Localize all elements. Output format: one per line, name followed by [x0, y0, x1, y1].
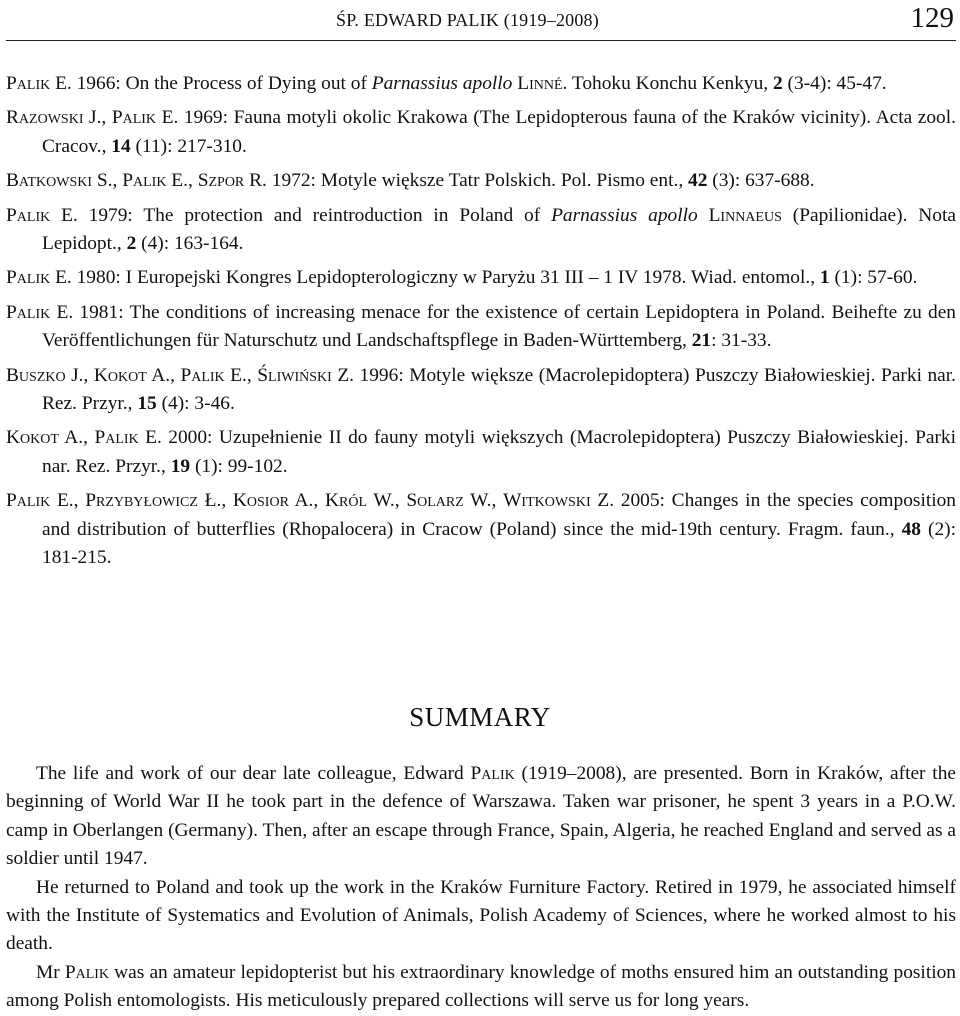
reference-title: Uzupełnienie II do fauny motyli większych (Macrolepidoptera) Puszczy Białowieskiej. Parki nar. Rez. Przyr.,	[42, 427, 957, 477]
reference-year: 1972:	[266, 170, 321, 192]
reference-volume: 2	[773, 73, 783, 94]
summary-body	[6, 760, 956, 1016]
summary-text: was an amateur lepidopterist but his extraordinary knowledge of moths ensured him an outstanding position among Polish entomologists. His meticulously prepared collections will serve us for long years.	[6, 961, 956, 1012]
reference-author: Palik E.	[111, 107, 179, 129]
running-head: ŚP. EDWARD PALIK (1919–2008)	[336, 10, 599, 30]
reference-author: Śliwiński Z.	[257, 364, 355, 386]
reference-author: Palik E.	[180, 364, 247, 386]
reference-author: Palik E.	[6, 490, 74, 512]
reference-year: 1996:	[354, 364, 410, 386]
reference-author: Kokot A.	[93, 364, 171, 386]
summary-paragraph	[6, 760, 956, 874]
reference-item: Buszko J., Kokot A., Palik E., Śliwiński Z. 1996: Motyle większe (Macrolepidoptera) Puszczy Białowieskiej. Parki nar. Rez. Przyr., 15 (4): 3-46.	[6, 364, 957, 415]
reference-volume: 1	[819, 267, 830, 289]
reference-title: Motyle większe (Macrolepidoptera) Puszczy Białowieskiej. Parki nar. Rez. Przyr.,	[42, 364, 957, 415]
reference-volume: 19	[170, 455, 191, 477]
reference-year: 2000:	[161, 427, 219, 449]
reference-pages: (4): 163-164.	[136, 233, 244, 255]
summary-text: (1919–2008), are presented. Born in Kraków, after the beginning of World War II he took part in the defence of Warszawa. Taken war prisoner, he spent 3 years in a P.O.W. camp in Oberlangen (Germany). Then, after an escape through France, Spain, Algeria, he reached England and served as a soldier until 1947.	[6, 763, 956, 870]
reference-title: Fauna motyli okolic Krakowa (The Lepidopterous fauna of the Kraków vicinity). Acta zool. Cracov.,	[42, 107, 956, 157]
reference-volume: 42	[688, 170, 708, 192]
reference-tail: . Tohoku Konchu Kenkyu,	[562, 73, 773, 94]
reference-pages: : 31-33.	[711, 330, 772, 352]
reference-author: Król W.	[325, 490, 395, 512]
reference-author: Buszko J.	[6, 364, 84, 386]
references-list	[6, 70, 956, 579]
reference-title: Motyle większe Tatr Polskich. Pol. Pismo ent.,	[320, 170, 689, 192]
reference-author: Palik E.	[6, 73, 72, 94]
reference-species: Parnassius apollo	[551, 204, 698, 226]
reference-author: Solarz W.	[406, 490, 492, 512]
reference-volume: 21	[691, 330, 712, 352]
reference-title: I Europejski Kongres Lepidopterologiczny w Paryżu 31 III – 1 IV 1978. Wiad. entomol.,	[125, 267, 820, 289]
reference-pages: (3-4): 45-47.	[782, 73, 887, 94]
reference-title: On the Process of Dying out of	[125, 73, 372, 94]
reference-year: 1966:	[71, 73, 126, 94]
reference-year: 2005:	[614, 490, 672, 512]
reference-title: Changes in the species composition and distribution of butterflies (Rhopalocera) in Cracow (Poland) since the mid-19th century. Fragm. faun.,	[42, 490, 956, 540]
reference-item: Palik E., Przybyłowicz Ł., Kosior A., Król W., Solarz W., Witkowski Z. 2005: Changes in the species composition and distribution of butterflies (Rhopalocera) in Cracow (Poland) since the mid-19th century. Fragm. faun., 48 (2): 181-215.	[6, 490, 956, 569]
reference-author: Palik E.	[6, 301, 74, 323]
reference-item: Razowski J., Palik E. 1969: Fauna motyli okolic Krakowa (The Lepidopterous fauna of the Kraków vicinity). Acta zool. Cracov., 14 (11): 217-310.	[6, 107, 956, 157]
reference-volume: 2	[126, 233, 137, 255]
reference-pages: (4): 3-46.	[156, 393, 235, 415]
reference-title: The protection and reintroduction in Poland of	[143, 204, 552, 226]
reference-item	[6, 264, 956, 292]
reference-item	[6, 299, 956, 356]
reference-volume: 15	[137, 393, 157, 415]
reference-species: Parnassius apollo	[371, 73, 513, 94]
reference-author: Razowski J.	[6, 107, 102, 129]
reference-author: Palik E.	[6, 267, 72, 289]
reference-species-author: Linné	[517, 73, 563, 94]
reference-author: Batkowski S.	[6, 170, 113, 192]
reference-pages: (1): 57-60.	[829, 267, 918, 289]
reference-item: Kokot A., Palik E. 2000: Uzupełnienie II do fauny motyli większych (Macrolepidoptera) Puszczy Białowieskiej. Parki nar. Rez. Przyr., 19 (1): 99-102.	[6, 427, 957, 477]
reference-pages: (1): 99-102.	[190, 455, 288, 477]
reference-title: The conditions of increasing menace for the existence of certain Lepidoptera in Poland. Beihefte zu den Veröffentlichungen für Naturschutz und Landschaftspflege in Baden-Württemberg,	[42, 301, 957, 352]
summary-paragraph	[6, 959, 956, 1016]
reference-author: Palik E.	[6, 204, 78, 226]
reference-pages: (11): 217-310.	[130, 135, 247, 157]
summary-text: Mr	[36, 961, 65, 983]
reference-year: 1980:	[71, 267, 126, 289]
reference-author: Palik E.	[94, 427, 162, 449]
reference-year: 1969:	[178, 107, 234, 129]
reference-volume: 48	[901, 518, 921, 540]
reference-item	[6, 70, 956, 98]
reference-year: 1981:	[73, 301, 130, 323]
reference-item	[6, 202, 956, 259]
reference-author: Palik E.	[122, 170, 188, 192]
reference-year: 1979:	[77, 204, 144, 226]
summary-heading: SUMMARY	[409, 702, 551, 732]
summary-surname: Palik	[64, 961, 110, 983]
reference-author: Szpor R.	[197, 170, 267, 192]
reference-volume: 14	[111, 135, 131, 157]
reference-item: Batkowski S., Palik E., Szpor R. 1972: Motyle większe Tatr Polskich. Pol. Pismo ent., 42 (3): 637-688.	[6, 170, 815, 192]
reference-tail: (Papilionidae). Nota Lepidopt.,	[42, 204, 956, 255]
page-header	[6, 0, 956, 41]
reference-pages: (2): 181-215.	[42, 518, 956, 569]
reference-author: Przybyłowicz Ł.	[85, 490, 222, 512]
reference-author: Witkowski Z.	[503, 490, 615, 512]
reference-species-author: Linnaeus	[708, 204, 782, 226]
summary-paragraph: He returned to Poland and took up the work in the Kraków Furniture Factory. Retired in 1979, he associated himself with the Institute of Systematics and Evolution of Animals, Polish Academy of Sciences, where he worked almost to his death.	[6, 876, 956, 955]
reference-author: Kosior A.	[232, 490, 314, 512]
reference-pages: (3): 637-688.	[707, 170, 815, 192]
summary-text: The life and work of our dear late colleague, Edward	[36, 763, 471, 784]
page-number: 129	[910, 2, 954, 34]
summary-surname: Palik	[470, 763, 515, 784]
reference-author: Kokot A.	[6, 427, 84, 449]
